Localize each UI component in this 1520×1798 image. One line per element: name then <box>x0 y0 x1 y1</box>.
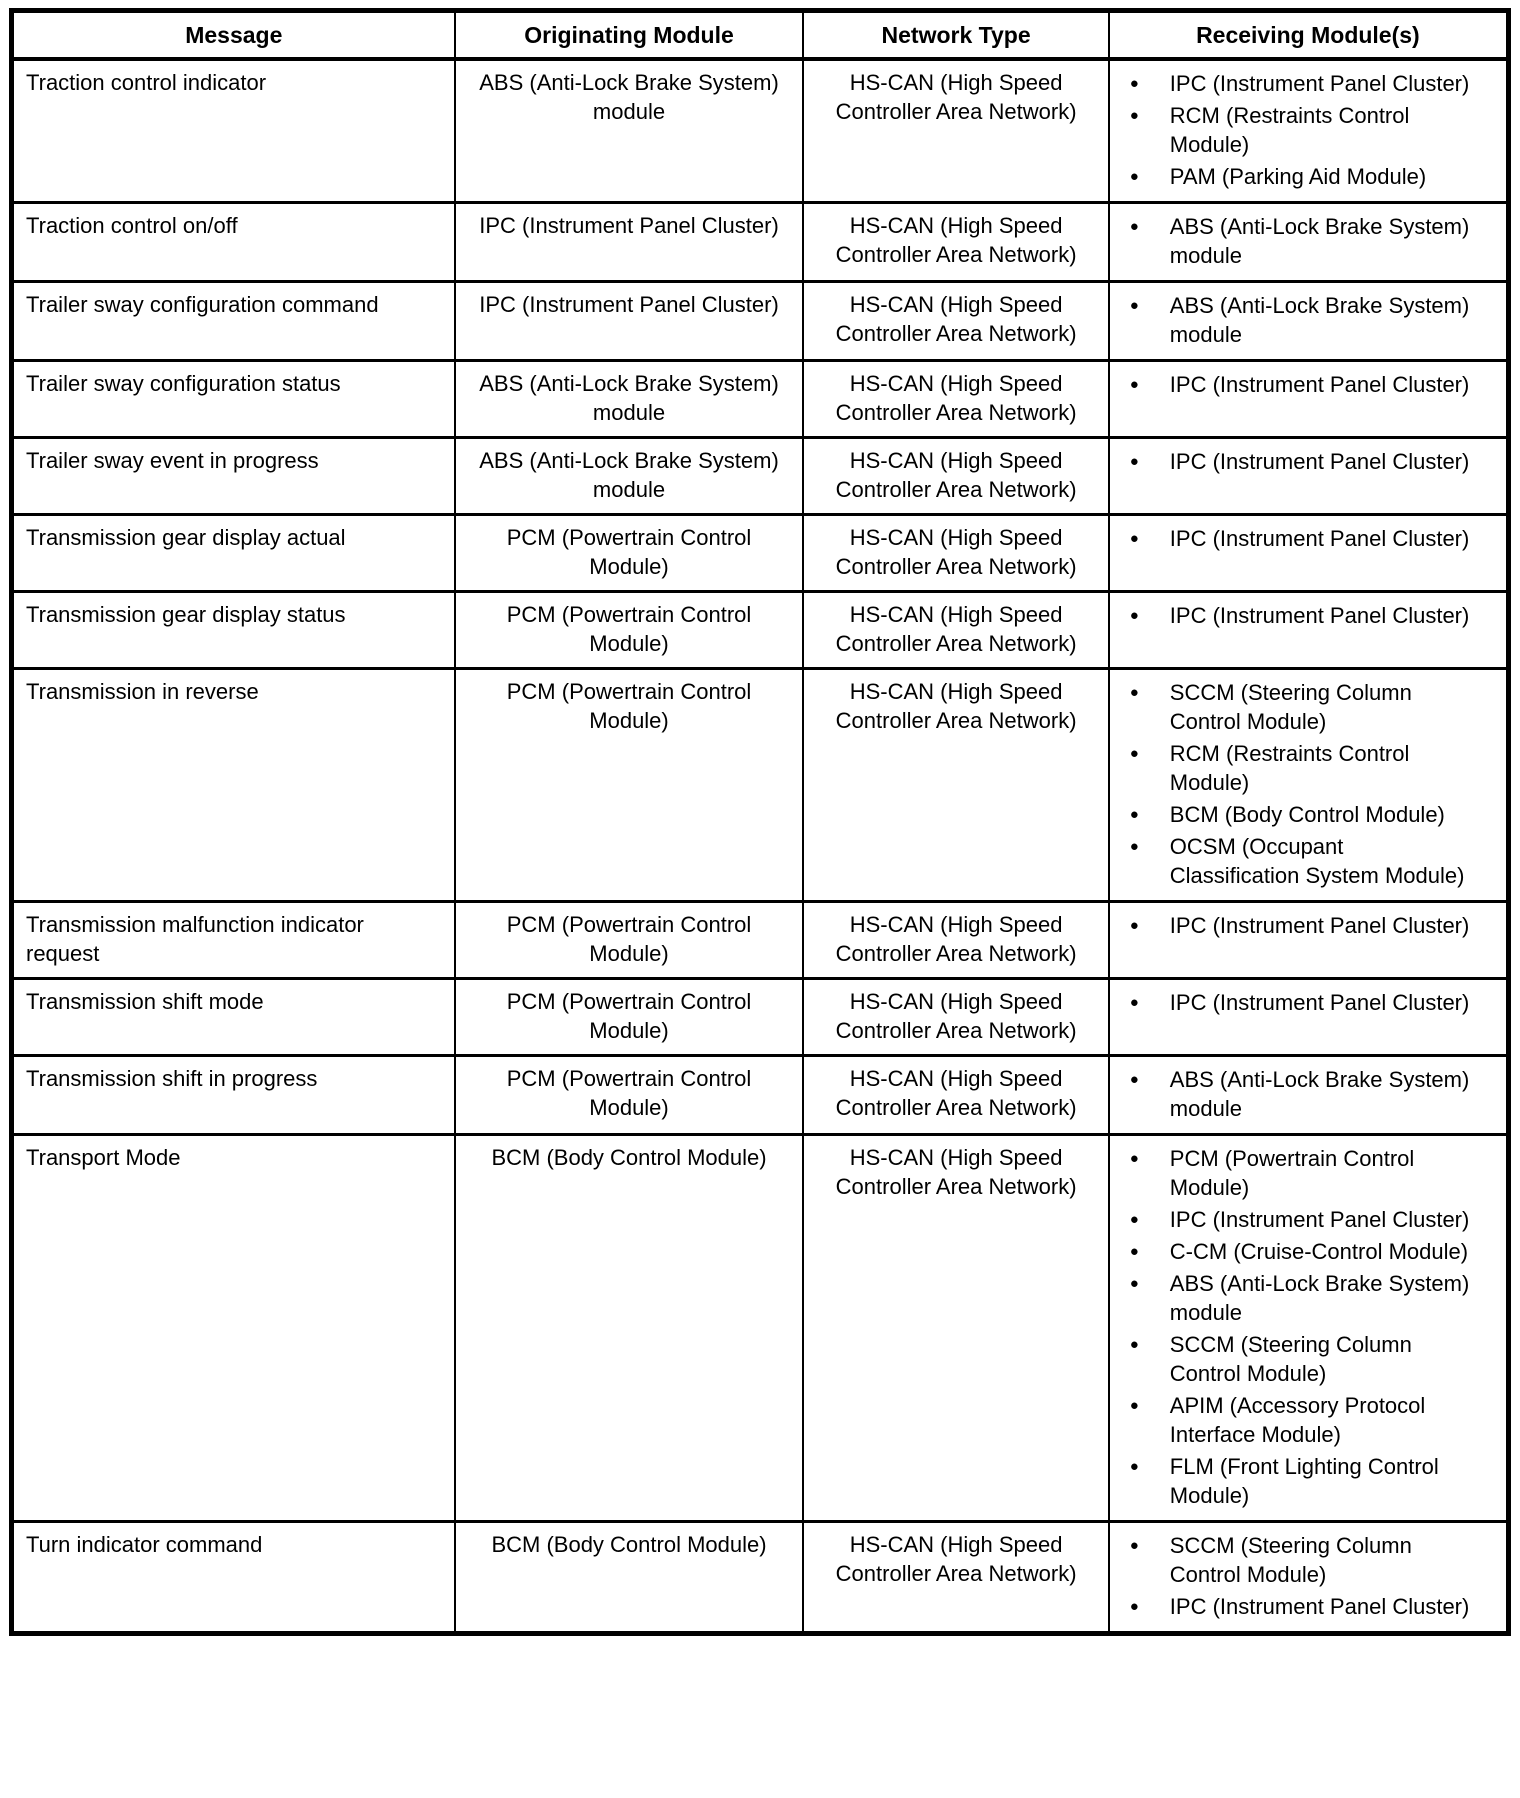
receiving-item-text: RCM (Restraints Control Module) <box>1169 741 1410 795</box>
bullet-icon: ● <box>1129 917 1139 934</box>
list-item <box>1130 678 1476 736</box>
receiving-item-text: ABS (Anti-Lock Brake System) module <box>1169 1067 1470 1121</box>
receiving-item-text: IPC (Instrument Panel Cluster) <box>1169 526 1470 551</box>
message-cell: Transmission gear display status <box>12 592 455 669</box>
bullet-icon: ● <box>1129 297 1139 314</box>
originating-module-cell: PCM (Powertrain Control Module) <box>455 979 804 1056</box>
originating-module-cell: ABS (Anti-Lock Brake System) module <box>455 59 804 203</box>
message-cell: Traction control indicator <box>12 59 455 203</box>
receiving-item-text: RCM (Restraints Control Module) <box>1169 103 1410 157</box>
bullet-icon: ● <box>1129 168 1139 185</box>
originating-module-cell: IPC (Instrument Panel Cluster) <box>455 203 804 282</box>
list-item <box>1130 1269 1476 1327</box>
receiving-item-text: IPC (Instrument Panel Cluster) <box>1169 449 1470 474</box>
originating-module-cell: BCM (Body Control Module) <box>455 1135 804 1522</box>
bullet-icon: ● <box>1129 994 1139 1011</box>
network-message-table <box>9 8 1511 1636</box>
message-cell: Turn indicator command <box>12 1522 455 1634</box>
table-row <box>12 1135 1509 1522</box>
message-cell: Traction control on/off <box>12 203 455 282</box>
originating-module-cell: BCM (Body Control Module) <box>455 1522 804 1634</box>
table-row <box>12 1522 1509 1634</box>
originating-module-cell: PCM (Powertrain Control Module) <box>455 902 804 979</box>
receiving-modules-cell <box>1109 1056 1509 1135</box>
table-row <box>12 669 1509 902</box>
originating-module-cell: PCM (Powertrain Control Module) <box>455 669 804 902</box>
message-cell: Transport Mode <box>12 1135 455 1522</box>
receiving-item-text: PAM (Parking Aid Module) <box>1169 164 1427 189</box>
list-item <box>1130 988 1476 1017</box>
list-item <box>1130 739 1476 797</box>
receiving-list <box>1130 911 1476 940</box>
receiving-modules-cell <box>1109 59 1509 203</box>
receiving-modules-cell <box>1109 361 1509 438</box>
bullet-icon: ● <box>1129 1071 1139 1088</box>
list-item <box>1130 1592 1476 1621</box>
originating-module-cell: PCM (Powertrain Control Module) <box>455 1056 804 1135</box>
list-item <box>1130 1330 1476 1388</box>
list-item <box>1130 524 1476 553</box>
network-type-cell: HS-CAN (High Speed Controller Area Network) <box>803 1135 1108 1522</box>
table-row <box>12 592 1509 669</box>
table-row <box>12 282 1509 361</box>
bullet-icon: ● <box>1129 838 1139 855</box>
receiving-item-text: IPC (Instrument Panel Cluster) <box>1169 603 1470 628</box>
receiving-modules-cell <box>1109 282 1509 361</box>
receiving-modules-cell <box>1109 203 1509 282</box>
message-cell: Transmission malfunction indicator request <box>12 902 455 979</box>
receiving-item-text: IPC (Instrument Panel Cluster) <box>1169 1594 1470 1619</box>
receiving-item-text: C-CM (Cruise-Control Module) <box>1169 1239 1469 1264</box>
header-row <box>12 11 1509 60</box>
network-type-cell: HS-CAN (High Speed Controller Area Network) <box>803 361 1108 438</box>
network-type-cell: HS-CAN (High Speed Controller Area Network) <box>803 902 1108 979</box>
network-type-cell: HS-CAN (High Speed Controller Area Network) <box>803 59 1108 203</box>
list-item <box>1130 162 1476 191</box>
table-row <box>12 979 1509 1056</box>
column-header-receiving-modules: Receiving Module(s) <box>1109 11 1509 60</box>
receiving-list <box>1130 988 1476 1017</box>
table-row <box>12 515 1509 592</box>
bullet-icon: ● <box>1129 1211 1139 1228</box>
bullet-icon: ● <box>1129 1598 1139 1615</box>
receiving-list <box>1130 212 1476 270</box>
receiving-item-text: FLM (Front Lighting Control Module) <box>1169 1454 1439 1508</box>
list-item <box>1130 601 1476 630</box>
list-item <box>1130 1237 1476 1266</box>
network-type-cell: HS-CAN (High Speed Controller Area Network) <box>803 1522 1108 1634</box>
originating-module-cell: IPC (Instrument Panel Cluster) <box>455 282 804 361</box>
table-row <box>12 203 1509 282</box>
list-item <box>1130 1531 1476 1589</box>
receiving-item-text: IPC (Instrument Panel Cluster) <box>1169 990 1470 1015</box>
receiving-item-text: ABS (Anti-Lock Brake System) module <box>1169 1271 1470 1325</box>
originating-module-cell: PCM (Powertrain Control Module) <box>455 515 804 592</box>
list-item <box>1130 101 1476 159</box>
receiving-item-text: ABS (Anti-Lock Brake System) module <box>1169 293 1470 347</box>
network-type-cell: HS-CAN (High Speed Controller Area Network) <box>803 515 1108 592</box>
originating-module-cell: PCM (Powertrain Control Module) <box>455 592 804 669</box>
receiving-item-text: SCCM (Steering Column Control Module) <box>1169 1332 1412 1386</box>
receiving-list <box>1130 69 1476 191</box>
bullet-icon: ● <box>1129 530 1139 547</box>
network-type-cell: HS-CAN (High Speed Controller Area Network) <box>803 669 1108 902</box>
receiving-modules-cell <box>1109 1522 1509 1634</box>
list-item <box>1130 212 1476 270</box>
receiving-list <box>1130 1065 1476 1123</box>
list-item <box>1130 69 1476 98</box>
receiving-item-text: IPC (Instrument Panel Cluster) <box>1169 1207 1470 1232</box>
message-cell: Trailer sway configuration command <box>12 282 455 361</box>
message-cell: Transmission in reverse <box>12 669 455 902</box>
table-row <box>12 902 1509 979</box>
column-header-message: Message <box>12 11 455 60</box>
receiving-item-text: IPC (Instrument Panel Cluster) <box>1169 71 1470 96</box>
bullet-icon: ● <box>1129 1275 1139 1292</box>
receiving-item-text: BCM (Body Control Module) <box>1169 802 1445 827</box>
originating-module-cell: ABS (Anti-Lock Brake System) module <box>455 361 804 438</box>
message-cell: Trailer sway configuration status <box>12 361 455 438</box>
receiving-item-text: IPC (Instrument Panel Cluster) <box>1169 372 1470 397</box>
list-item <box>1130 1144 1476 1202</box>
receiving-item-text: SCCM (Steering Column Control Module) <box>1169 1533 1412 1587</box>
bullet-icon: ● <box>1129 1336 1139 1353</box>
column-header-originating-module: Originating Module <box>455 11 804 60</box>
network-type-cell: HS-CAN (High Speed Controller Area Network) <box>803 979 1108 1056</box>
list-item <box>1130 291 1476 349</box>
receiving-modules-cell <box>1109 438 1509 515</box>
receiving-item-text: OCSM (Occupant Classification System Module) <box>1169 834 1465 888</box>
bullet-icon: ● <box>1129 107 1139 124</box>
receiving-list <box>1130 447 1476 476</box>
receiving-modules-cell <box>1109 902 1509 979</box>
receiving-item-text: APIM (Accessory Protocol Interface Module) <box>1169 1393 1426 1447</box>
receiving-item-text: SCCM (Steering Column Control Module) <box>1169 680 1412 734</box>
receiving-modules-cell <box>1109 592 1509 669</box>
receiving-list <box>1130 1531 1476 1621</box>
bullet-icon: ● <box>1129 1458 1139 1475</box>
bullet-icon: ● <box>1129 376 1139 393</box>
bullet-icon: ● <box>1129 1537 1139 1554</box>
message-cell: Trailer sway event in progress <box>12 438 455 515</box>
list-item <box>1130 1452 1476 1510</box>
originating-module-cell: ABS (Anti-Lock Brake System) module <box>455 438 804 515</box>
network-type-cell: HS-CAN (High Speed Controller Area Network) <box>803 282 1108 361</box>
list-item <box>1130 1391 1476 1449</box>
table-header <box>12 11 1509 60</box>
bullet-icon: ● <box>1129 75 1139 92</box>
table-row <box>12 438 1509 515</box>
table-row <box>12 361 1509 438</box>
network-type-cell: HS-CAN (High Speed Controller Area Network) <box>803 438 1108 515</box>
bullet-icon: ● <box>1129 806 1139 823</box>
column-header-network-type: Network Type <box>803 11 1108 60</box>
bullet-icon: ● <box>1129 218 1139 235</box>
message-cell: Transmission shift mode <box>12 979 455 1056</box>
network-type-cell: HS-CAN (High Speed Controller Area Network) <box>803 592 1108 669</box>
bullet-icon: ● <box>1129 745 1139 762</box>
receiving-modules-cell <box>1109 515 1509 592</box>
table-row <box>12 59 1509 203</box>
message-cell: Transmission shift in progress <box>12 1056 455 1135</box>
bullet-icon: ● <box>1129 1150 1139 1167</box>
receiving-item-text: PCM (Powertrain Control Module) <box>1169 1146 1415 1200</box>
list-item <box>1130 1065 1476 1123</box>
receiving-list <box>1130 601 1476 630</box>
message-cell: Transmission gear display actual <box>12 515 455 592</box>
receiving-item-text: ABS (Anti-Lock Brake System) module <box>1169 214 1470 268</box>
receiving-list <box>1130 678 1476 890</box>
receiving-modules-cell <box>1109 1135 1509 1522</box>
receiving-modules-cell <box>1109 979 1509 1056</box>
receiving-modules-cell <box>1109 669 1509 902</box>
list-item <box>1130 911 1476 940</box>
receiving-item-text: IPC (Instrument Panel Cluster) <box>1169 913 1470 938</box>
bullet-icon: ● <box>1129 684 1139 701</box>
bullet-icon: ● <box>1129 453 1139 470</box>
bullet-icon: ● <box>1129 1397 1139 1414</box>
receiving-list <box>1130 370 1476 399</box>
bullet-icon: ● <box>1129 607 1139 624</box>
list-item <box>1130 447 1476 476</box>
receiving-list <box>1130 524 1476 553</box>
list-item <box>1130 370 1476 399</box>
network-type-cell: HS-CAN (High Speed Controller Area Network) <box>803 1056 1108 1135</box>
message-table-body <box>12 59 1509 1634</box>
network-type-cell: HS-CAN (High Speed Controller Area Network) <box>803 203 1108 282</box>
bullet-icon: ● <box>1129 1243 1139 1260</box>
list-item <box>1130 832 1476 890</box>
list-item <box>1130 1205 1476 1234</box>
table-row <box>12 1056 1509 1135</box>
receiving-list <box>1130 291 1476 349</box>
receiving-list <box>1130 1144 1476 1510</box>
list-item <box>1130 800 1476 829</box>
